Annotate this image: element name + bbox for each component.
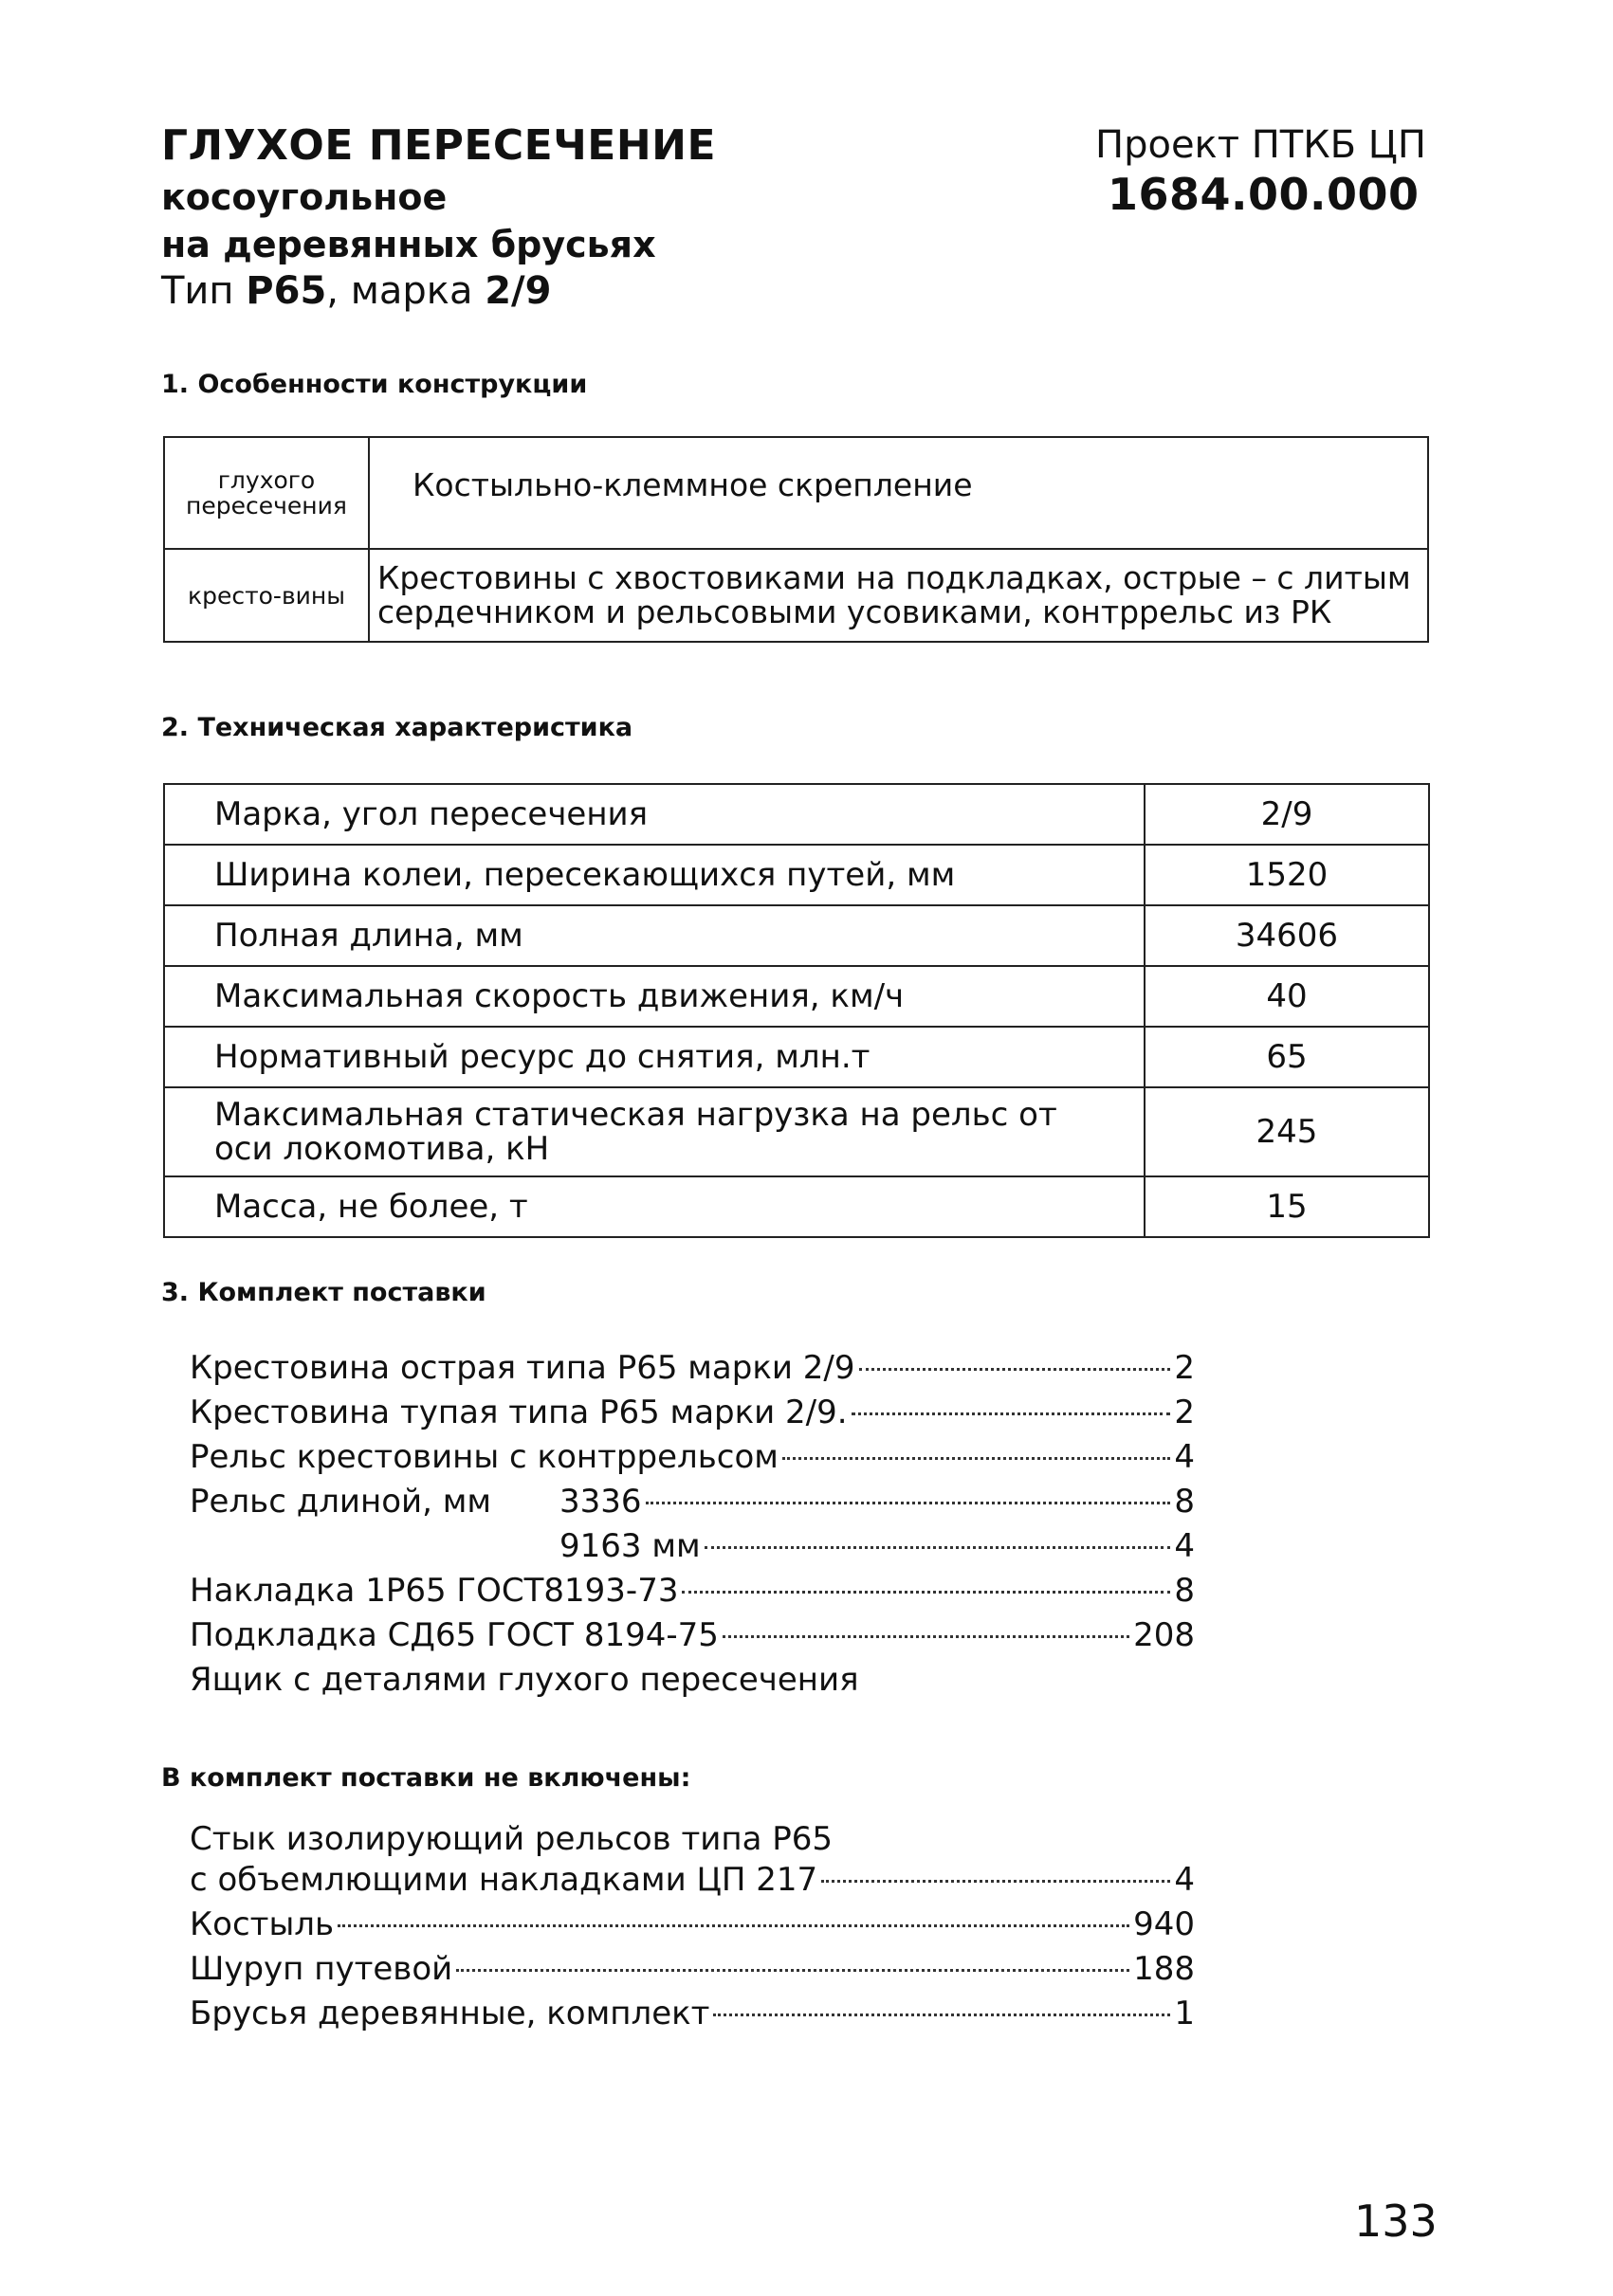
table-row bbox=[164, 437, 1428, 549]
param-name: Полная длина, мм bbox=[164, 905, 1145, 966]
list-item bbox=[190, 1947, 1195, 1992]
table-row bbox=[164, 966, 1429, 1027]
param-name: Марка, угол пересечения bbox=[164, 784, 1145, 845]
item-qty: 8 bbox=[1174, 1572, 1195, 1610]
item-name: Стык изолирующий рельсов типа Р65 bbox=[190, 1820, 834, 1858]
item-sub: 3336 bbox=[559, 1483, 642, 1521]
param-value: 2/9 bbox=[1145, 784, 1429, 845]
leader-dots bbox=[852, 1412, 1171, 1415]
param-value: 34606 bbox=[1145, 905, 1429, 966]
list-item bbox=[190, 1903, 1195, 1947]
table-row bbox=[164, 549, 1428, 642]
list-item bbox=[190, 1435, 1195, 1480]
leader-dots bbox=[705, 1546, 1171, 1549]
title-type-line bbox=[161, 269, 551, 313]
table-row bbox=[164, 845, 1429, 905]
mark-value: 2/9 bbox=[485, 269, 552, 313]
not-included-heading: В комплект поставки не включены: bbox=[161, 1763, 691, 1793]
list-item bbox=[190, 1524, 1195, 1569]
table-row bbox=[164, 784, 1429, 845]
item-name: Крестовина острая типа Р65 марки 2/9 bbox=[190, 1349, 855, 1387]
leader-dots bbox=[821, 1880, 1170, 1883]
page-number: 133 bbox=[1354, 2196, 1438, 2247]
item-qty: 8 bbox=[1174, 1483, 1195, 1521]
leader-dots bbox=[682, 1591, 1170, 1594]
item-qty: 208 bbox=[1133, 1616, 1195, 1654]
list-item bbox=[190, 1858, 1195, 1903]
item-qty: 2 bbox=[1174, 1394, 1195, 1431]
param-name: Ширина колеи, пересекающихся путей, мм bbox=[164, 845, 1145, 905]
list-item bbox=[190, 1658, 1195, 1703]
supply-list bbox=[190, 1346, 1195, 1703]
not-included-list bbox=[190, 1820, 1195, 2036]
param-value: 15 bbox=[1145, 1176, 1429, 1237]
table-row bbox=[164, 1087, 1429, 1176]
list-item bbox=[190, 1480, 1195, 1524]
construction-features-table bbox=[163, 436, 1429, 643]
document-title: ГЛУХОЕ ПЕРЕСЕЧЕНИЕ bbox=[161, 121, 717, 170]
leader-dots bbox=[723, 1635, 1129, 1638]
item-name: Рельс длиной, мм bbox=[190, 1483, 492, 1521]
param-name: Нормативный ресурс до снятия, млн.т bbox=[164, 1027, 1145, 1087]
list-item bbox=[190, 1346, 1195, 1391]
row-label: глухого пересечения bbox=[164, 437, 369, 549]
item-name: с объемлющими накладками ЦП 217 bbox=[190, 1861, 818, 1899]
item-name: Шуруп путевой bbox=[190, 1950, 453, 1988]
param-name: Максимальная скорость движения, км/ч bbox=[164, 966, 1145, 1027]
project-label: Проект ПТКБ ЦП bbox=[1095, 123, 1426, 167]
row-value: Крестовины с хвостовиками на подкладках, острые – с литым сердечником и рельсовыми усовиками, контррельс из РК bbox=[369, 549, 1428, 642]
title-line-3: на деревянных брусьях bbox=[161, 224, 656, 265]
item-name: Костыль bbox=[190, 1905, 335, 1943]
param-name: Максимальная статическая нагрузка на рельс от оси локомотива, кН bbox=[164, 1087, 1145, 1176]
item-name: Брусья деревянные, комплект bbox=[190, 1995, 710, 2032]
item-qty: 4 bbox=[1174, 1527, 1195, 1565]
param-value: 65 bbox=[1145, 1027, 1429, 1087]
param-name: Масса, не более, т bbox=[164, 1176, 1145, 1237]
param-value: 1520 bbox=[1145, 845, 1429, 905]
table-row bbox=[164, 1176, 1429, 1237]
list-item bbox=[190, 1613, 1195, 1658]
item-name: Крестовина тупая типа Р65 марки 2/9. bbox=[190, 1394, 848, 1431]
leader-dots bbox=[782, 1457, 1170, 1460]
item-qty: 1 bbox=[1174, 1995, 1195, 2032]
project-number: 1684.00.000 bbox=[1108, 169, 1420, 220]
item-name: Накладка 1Р65 ГОСТ8193-73 bbox=[190, 1572, 679, 1610]
item-qty: 4 bbox=[1174, 1438, 1195, 1476]
leader-dots bbox=[338, 1924, 1129, 1927]
leader-dots bbox=[456, 1969, 1129, 1972]
row-label: кресто-вины bbox=[164, 549, 369, 642]
list-item bbox=[190, 1391, 1195, 1435]
technical-specs-table bbox=[163, 783, 1430, 1238]
leader-dots bbox=[713, 2014, 1170, 2016]
item-qty: 2 bbox=[1174, 1349, 1195, 1387]
table-row bbox=[164, 1027, 1429, 1087]
item-name: Ящик с деталями глухого пересечения bbox=[190, 1661, 859, 1699]
leader-dots bbox=[646, 1502, 1171, 1504]
section1-heading: 1. Особенности конструкции bbox=[161, 370, 588, 399]
param-value: 245 bbox=[1145, 1087, 1429, 1176]
section2-heading: 2. Техническая характеристика bbox=[161, 713, 633, 742]
mark-prefix: , марка bbox=[326, 269, 486, 313]
type-prefix: Тип bbox=[161, 269, 247, 313]
type-value: Р65 bbox=[246, 269, 327, 313]
list-item bbox=[190, 1569, 1195, 1613]
row-value: Костыльно-клеммное скрепление bbox=[369, 437, 1428, 549]
list-item bbox=[190, 1820, 1195, 1858]
section3-heading: 3. Комплект поставки bbox=[161, 1278, 486, 1307]
item-qty: 4 bbox=[1174, 1861, 1195, 1899]
title-line-2: косоугольное bbox=[161, 176, 448, 218]
list-item bbox=[190, 1992, 1195, 2036]
item-sub: 9163 мм bbox=[559, 1527, 701, 1565]
item-qty: 188 bbox=[1133, 1950, 1195, 1988]
leader-dots bbox=[859, 1368, 1171, 1371]
table-row bbox=[164, 905, 1429, 966]
param-value: 40 bbox=[1145, 966, 1429, 1027]
item-name: Подкладка СД65 ГОСТ 8194-75 bbox=[190, 1616, 719, 1654]
item-qty: 940 bbox=[1133, 1905, 1195, 1943]
item-name: Рельс крестовины с контррельсом bbox=[190, 1438, 779, 1476]
